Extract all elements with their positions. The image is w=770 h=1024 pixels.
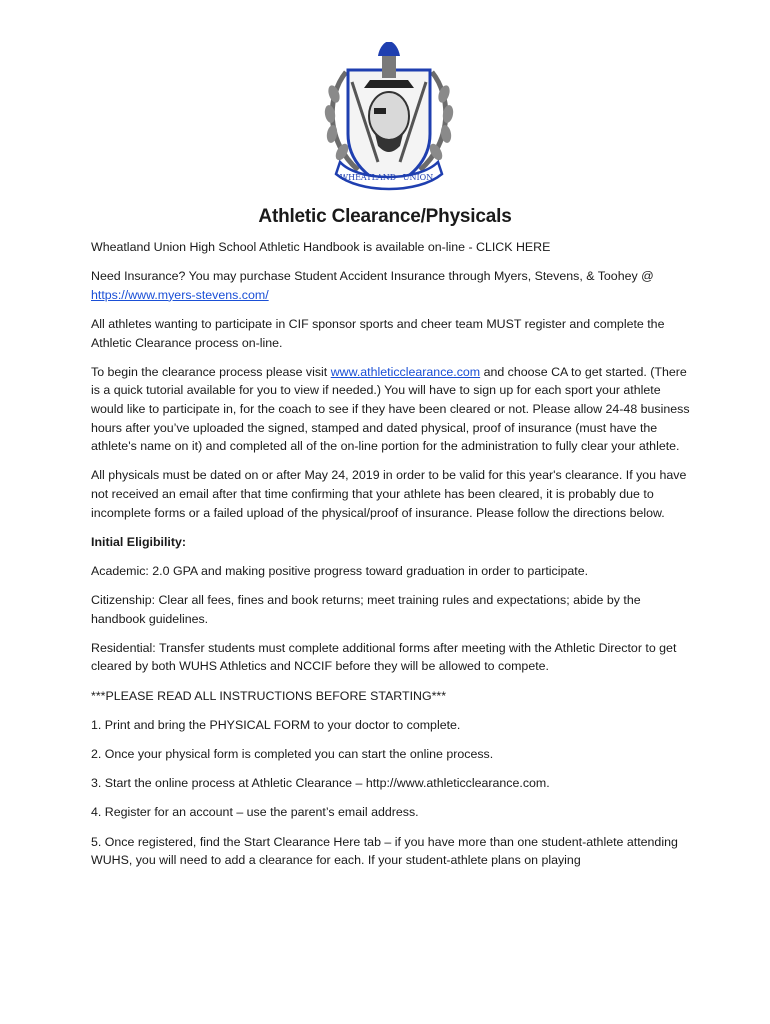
step-2: 2. Once your physical form is completed you can start the online process. — [91, 747, 494, 761]
crest-banner-left: WHEATLAND — [339, 173, 397, 182]
athletic-clearance-link[interactable]: www.athleticclearance.com — [330, 364, 481, 379]
step-4: 4. Register for an account – use the parent’s email address. — [91, 805, 419, 820]
page-title: Athletic Clearance/Physicals — [258, 206, 512, 227]
handbook-paragraph: Wheatland Union High School Athletic Handbook is available on-line - CLICK HERE — [91, 240, 551, 254]
clearance-intro-text: To begin the clearance process please visit — [91, 364, 331, 379]
instructions-notice: ***PLEASE READ ALL INSTRUCTIONS BEFORE STARTING*** — [91, 688, 447, 703]
crest-banner-right: UNION — [402, 173, 434, 182]
physical-date-paragraph: All physicals must be dated on or after May 24, 2019 in order to be valid for this year's clearance. If you have not received an email after that time confirming that your athlete has been cleared, it is probably due to incomplete forms or a failed upload of the physical/proof of insurance. Please follow the directions below. — [91, 468, 687, 520]
myers-stevens-link[interactable]: https://www.myers-stevens.com/ — [91, 287, 269, 302]
citizenship-paragraph: Citizenship: Clear all fees, fines and book returns; meet training rules and expectations; abide by the handbook guidelines. — [91, 593, 641, 626]
step-1: 1. Print and bring the PHYSICAL FORM to your doctor to complete. — [91, 717, 461, 732]
step-3: 3. Start the online process at Athletic Clearance – http://www.athleticclearance.com. — [91, 776, 550, 791]
academic-paragraph: Academic: 2.0 GPA and making positive progress toward graduation in order to participate. — [91, 563, 589, 578]
document-body — [91, 238, 691, 880]
registration-paragraph: All athletes wanting to participate in CIF sponsor sports and cheer team MUST register and complete the Athletic Clearance process on-line. — [91, 316, 665, 350]
clearance-details-text: and choose CA to get started. (There is a quick tutorial available for you to view if needed.) You will have to sign up for each sport your athlete would like to participate in, for the coach to see if they have been cleared or not. Please allow 24-48 business hours after you’ve uploaded the signed, stamped and dated physical, proof of insurance (must have the athlete's name on it) and completed all of the on-line portion for the administration to fully clear your athlete. — [91, 364, 690, 454]
residential-paragraph: Residential: Transfer students must complete additional forms after meeting with the Athletic Director to get cleared by both WUHS Athletics and NCCIF before they will be allowed to compete. — [91, 640, 677, 674]
insurance-text: Need Insurance? You may purchase Student Accident Insurance through Myers, Stevens, & Toohey @ — [91, 269, 654, 284]
clearance-process-paragraph — [91, 363, 691, 456]
step-5: 5. Once registered, find the Start Clearance Here tab – if you have more than one student-athlete attending WUHS, you will need to add a clearance for each. If your student-athlete plans on playing — [91, 834, 678, 868]
insurance-paragraph — [91, 267, 691, 304]
school-crest-logo — [318, 42, 460, 194]
initial-eligibility-heading: Initial Eligibility: — [91, 534, 186, 549]
